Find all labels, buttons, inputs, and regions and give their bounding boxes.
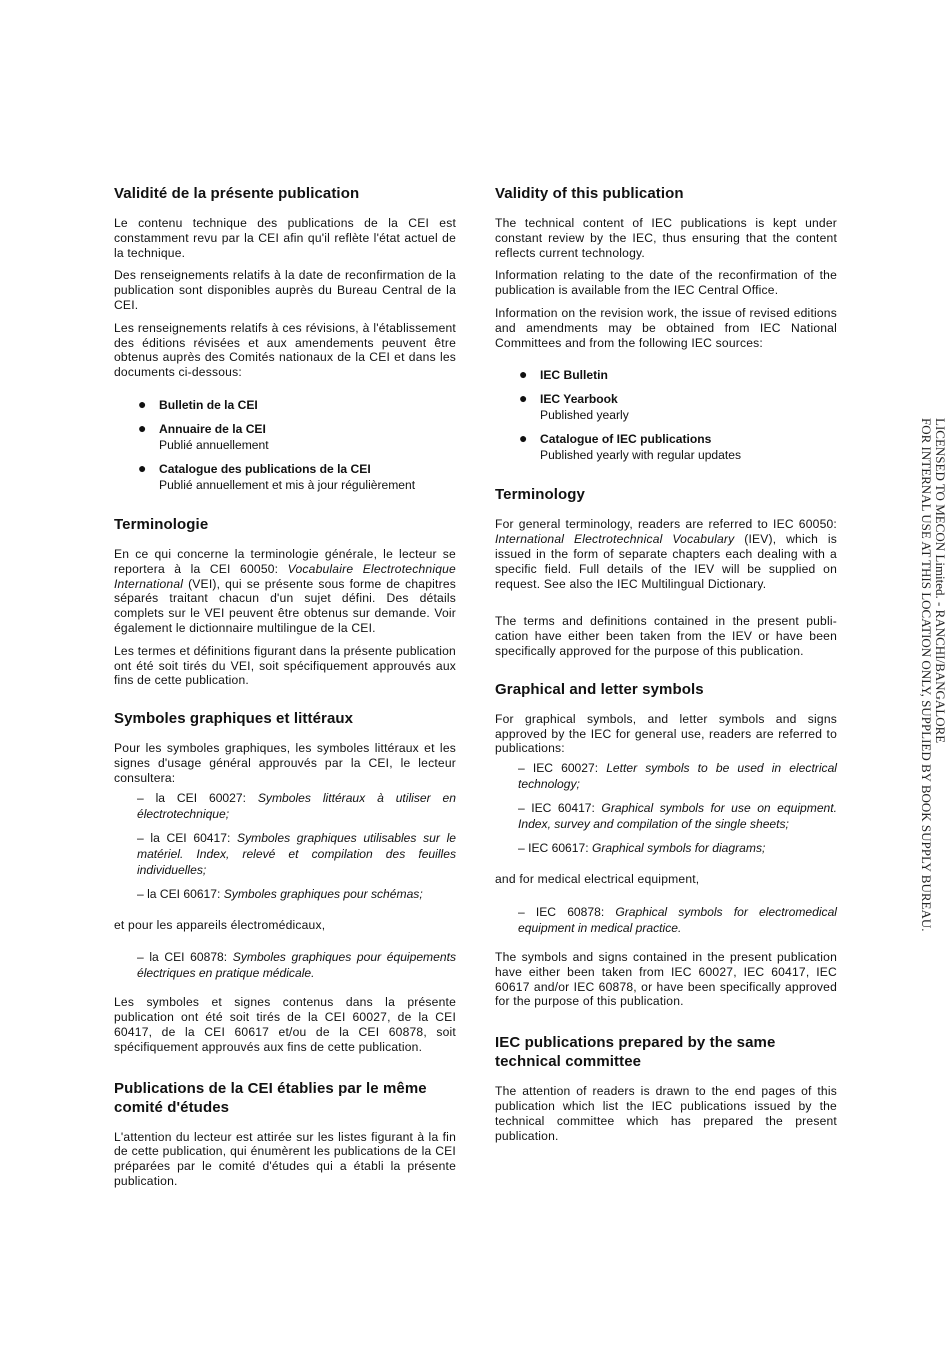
terminology-p1-en: For general terminology, readers are referred to IEC 60050: International Electrotechnical Vocabulary (IEV), which is issued in the form of separate chapters each dealing with a specific field. Full details of the IEV will be supplied on request. See also the IEC Multilingual Dictionary. [495, 517, 837, 591]
validity-section-fr [114, 184, 456, 493]
list-item: ● IEC Bulletin [519, 366, 608, 383]
list-item: – IEC 60878: Graphical symbols for electromedical equipment in medical practice. [518, 904, 837, 935]
symbols-p3-fr: Les symboles et signes contenus dans la présente publication ont été soit tirés de la CEI 60027, de la CEI 60417, de la CEI 60617 et/ou de la CEI 60878, soit spécifiquement approuvés aux fins de cette publication. [114, 995, 456, 1054]
license-stamp-line-1: LICENSED TO MECON Limited. - RANCHI/BANGALORE [933, 418, 948, 744]
sources-list-fr [114, 397, 456, 493]
list-item: ● Catalogue of IEC publications Published yearly with regular updates [519, 430, 742, 463]
license-stamp-line-2: FOR INTERNAL USE AT THIS LOCATION ONLY, SUPPLIED BY BOOK SUPPLY BUREAU. [919, 418, 934, 932]
terminology-heading-en: Terminology [495, 486, 585, 504]
validity-p1-en: The technical content of IEC publications is kept under constant review by the IEC, thus ensuring that the content reflects current technology. [495, 216, 837, 260]
symbols-section-en [495, 680, 837, 1009]
list-item: ● Annuaire de la CEI Publié annuellement [138, 419, 269, 452]
license-stamp [919, 418, 947, 931]
list-item: – la CEI 60878: Symboles graphiques pour équipements électriques en pratique médicale. [137, 950, 456, 981]
terminology-section-en [495, 485, 837, 658]
list-item: – la CEI 60617: Symboles graphiques pour schémas; [137, 886, 423, 901]
validity-p1-fr: Le contenu technique des publications de la CEI est constamment revu par la CEI afin qu'il reflète l'état actuel de la technique. [114, 216, 456, 260]
sources-list-en [495, 367, 837, 463]
validity-p2-fr: Des renseignements relatifs à la date de reconfirmation de la publication sont disponibles auprès du Bureau Central de la CEI. [114, 268, 456, 312]
symbols-heading-fr: Symboles graphiques et littéraux [114, 710, 354, 728]
list-item: – la CEI 60027: Symboles littéraux à utiliser en électrotechnique; [137, 790, 456, 821]
symbols-p3-en: The symbols and signs contained in the present publication have either been taken from IEC 60027, IEC 60417, IEC 60617 and/or IEC 60878, or have been specifically approved for the purpose of this publication. [495, 949, 837, 1009]
terminology-heading-fr: Terminologie [114, 515, 209, 533]
validity-p2-en: Information relating to the date of the reconfirmation of the publication is available from the IEC Central Office. [495, 268, 837, 298]
symbols-p2-en: and for medical electrical equipment, [495, 872, 700, 887]
french-column [114, 184, 456, 1189]
committee-section-fr [114, 1079, 456, 1189]
list-item: – la CEI 60417: Symboles graphiques utilisables sur le matériel. Index, relevé et compilation des feuilles individuelles; [137, 830, 456, 877]
validity-p3-en: Information on the revision work, the issue of revised editions and amendments may be obtained from IEC National Committees and from the following IEC sources: [495, 305, 837, 350]
symbols-section-fr [114, 709, 456, 1054]
validity-heading-fr: Validité de la présente publication [114, 185, 360, 202]
list-item: – IEC 60027: Letter symbols to be used in electrical technology; [518, 761, 837, 792]
committee-p1-en: The attention of readers is drawn to the end pages of this publication which list the IEC publications issued by the technical committee which has prepared the present publication. [495, 1084, 837, 1143]
validity-heading-en: Validity of this publication [495, 185, 684, 202]
validity-p3-fr: Les renseignements relatifs à ces révisions, à l'établissement des éditions révisées et aux amendements peuvent être obtenus auprès des Comités nationaux de la CEI et dans les documents ci-dessous: [114, 320, 456, 380]
committee-heading-en: IEC publications prepared by the same technical committee [495, 1034, 776, 1071]
symbols-list-medical-fr [114, 949, 456, 981]
symbols-p1-en: For graphical symbols, and letter symbols and signs approved by the IEC for general use, readers are referred to publications: [495, 711, 837, 756]
committee-p1-fr: L'attention du lecteur est attirée sur les listes figurant à la fin de cette publication, qui énumèrent les publications de la CEI préparées par le comité d'études qui a établi la présente publication. [114, 1129, 456, 1188]
list-item: – IEC 60617: Graphical symbols for diagrams; [518, 841, 766, 856]
terminology-p2-en: The terms and definitions contained in the present publi-cation have either been taken from the IEV or have been specifically approved for the purpose of this publication. [495, 614, 837, 658]
symbols-list-fr [114, 790, 456, 902]
validity-section-en [495, 184, 837, 463]
terminology-p1-fr: En ce qui concerne la terminologie générale, le lecteur se reportera à la CEI 60050: Vocabulaire Electrotechnique International (VEI), qui se présente sous forme de chapitres séparés traitant chacun d'un sujet défini. Des détails complets sur le VEI peuvent être obtenus sur demande. Voir également le dictionnaire multilingue de la CEI. [114, 546, 456, 635]
committee-section-en [495, 1033, 837, 1143]
symbols-p2-fr: et pour les appareils électromédicaux, [114, 917, 326, 932]
list-item: ● Catalogue des publications de la CEI Publié annuellement et mis à jour régulièrement [138, 459, 416, 492]
terminology-p2-fr: Les termes et définitions figurant dans la présente publication ont été soit tirés du VEI, soit spécifiquement approuvés aux fins de cette publication. [114, 643, 456, 688]
list-item: ● Bulletin de la CEI [138, 395, 258, 412]
list-item: ● IEC Yearbook Published yearly [519, 390, 629, 423]
list-item: – IEC 60417: Graphical symbols for use on equipment. Index, survey and compilation of the single sheets; [518, 801, 837, 832]
committee-heading-fr: Publications de la CEI établies par le même comité d'études [114, 1079, 427, 1116]
english-column [495, 184, 837, 1143]
symbols-list-en [495, 760, 837, 856]
symbols-heading-en: Graphical and letter symbols [495, 680, 704, 698]
symbols-list-medical-en [495, 904, 837, 936]
terminology-section-fr [114, 515, 456, 688]
symbols-p1-fr: Pour les symboles graphiques, les symboles littéraux et les signes d'usage général approuvés par la CEI, le lecteur consultera: [114, 741, 456, 785]
